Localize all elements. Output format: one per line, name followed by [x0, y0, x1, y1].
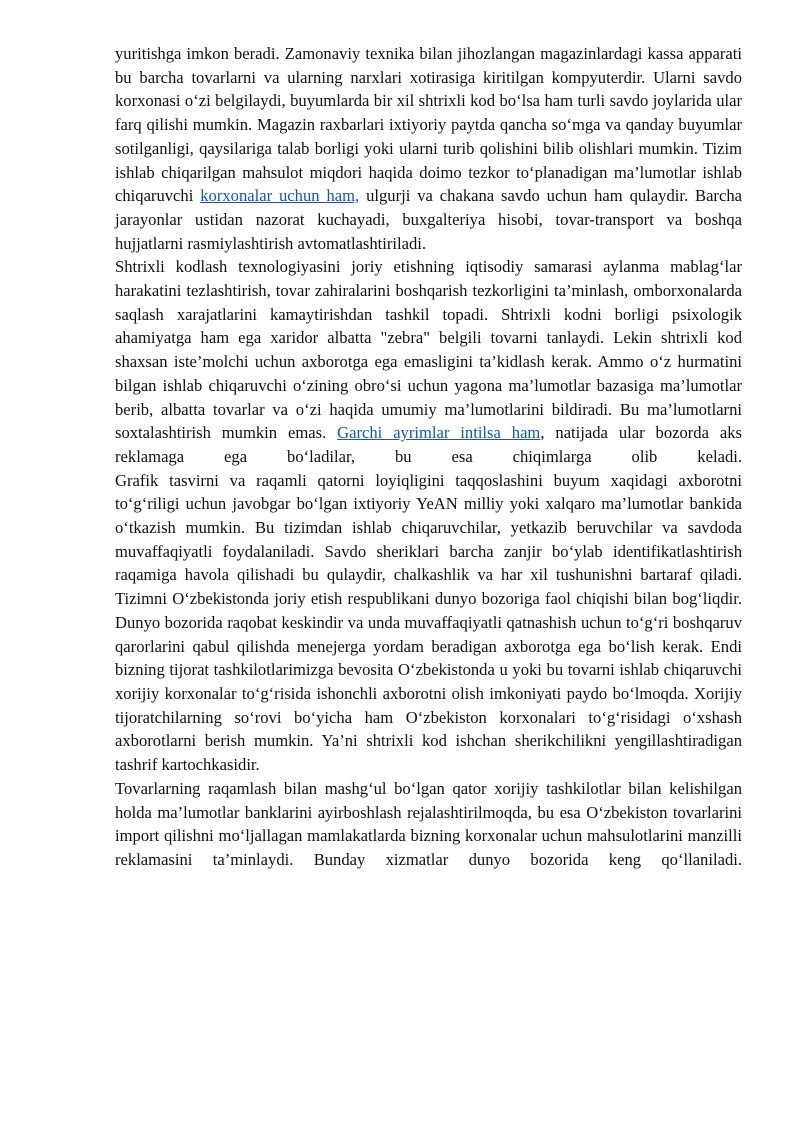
paragraph-4: Tizimni O‘zbekistonda joriy etish respublikani dunyo bozoriga faol chiqishi bilan bog‘liqdir. Dunyo bozorida raqobat keskindir va unda muvaffaqiyatli qatnashish uchun to‘g‘ri boshqaruv qarorlarini qabul qilishda menejerga yordam beradigan axborotga ega bo‘lish kerak. Endi bizning tijorat tashkilotlarimizga bevosita O‘zbekistonda u yoki bu tovarni ishlab chiqaruvchi xorijiy korxonalar to‘g‘risida ishonchli axborotni olish imkoniyati paydo bo‘lmoqda. Xorijiy tijoratchilarning so‘rovi bo‘yicha ham O‘zbekiston korxonalari to‘g‘risidagi o‘xshash axborotlarni berish mumkin. Ya’ni shtrixli kod ishchan sherikchilikni yengillashtiradigan tashrif kartochkasidir. [115, 589, 742, 775]
paragraph-3: Grafik tasvirni va raqamli qatorni loyiqligini taqqoslashini buyum xaqidagi axborotni to‘g‘riligi uchun javobgar bo‘lgan ixtiyoriy YeAN milliy yoki xalqaro ma’lumotlar bankida o‘tkazish mumkin. Bu tizimdan ishlab chiqaruvchilar, yetkazib beruvchilar va savdoda muvaffaqiyatli foydalaniladi. Savdo sheriklari barcha zanjir bo‘ylab identifikatlashtirish raqamiga havola qilishadi bu qulaydir, chalkashlik va har xil tushunishni bartaraf qiladi. [115, 470, 742, 585]
link-korxonalar-uchun-ham[interactable]: korxonalar uchun ham, [200, 186, 360, 206]
paragraph-2 [115, 255, 742, 468]
paragraph-2-text-b: , natijada ular bozorda aks reklamaga ega bo‘ladilar, bu esa chiqimlarga olib keladi. [115, 423, 742, 466]
paragraph-1 [115, 42, 742, 255]
document-page [115, 42, 742, 872]
paragraph-1-text-a: yuritishga imkon beradi. Zamonaviy texnika bilan jihozlangan magazinlardagi kassa apparati bu barcha tovarlarni va ularning narxlari xotirasiga kiritilgan kompyuterdir. Ularni savdo korxonasi o‘zi belgilaydi, buyumlarda bir xil shtrixli kod bo‘lsa ham turli savdo joylarida ular farq qilishi mumkin. Magazin raxbarlari ixtiyoriy paytda qancha so‘mga va qanday buyumlar sotilganligi, qaysilariga talab borligi yoki ularni turib qolishini bilib olishlari mumkin. Tizim ishlab chiqarilgan mahsulot miqdori haqida doimo tezkor to‘planadigan ma’lumotlar ishlab chiqaruvchi [115, 44, 742, 206]
link-garchi-ayrimlar[interactable]: Garchi ayrimlar intilsa ham [337, 423, 541, 443]
paragraph-2-text-a: Shtrixli kodlash texnologiyasini joriy etishning iqtisodiy samarasi aylanma mablag‘lar harakatini tezlashtirish, tovar zahiralarini boshqarish tezkorligini ta’minlash, omborxonalarda saqlash xarajatlarini kamaytirishdan tashkil topadi. Shtrixli kodni borligi psixologik ahamiyatga ham ega xaridor albatta "zebra" belgili tovarni tanlaydi. Lekin shtrixli kod shaxsan iste’molchi uchun axborotga ega emasligini ta’kidlash kerak. Ammo o‘z hurmatini bilgan ishlab chiqaruvchi o‘zining obro‘si uchun yagona ma’lumotlar bazasiga ma’lumotlar berib, albatta tovarlar va o‘zi haqida umumiy ma’lumotlarini bildiradi. Bu ma’lumotlarni soxtalashtirish mumkin emas. [115, 257, 742, 443]
paragraph-5: Tovarlarning raqamlash bilan mashg‘ul bo‘lgan qator xorijiy tashkilotlar bilan kelishilgan holda ma’lumotlar banklarini ayirboshlash rejalashtirilmoqda, bu esa O‘zbekiston tovarlarini import qilishni mo‘ljallagan mamlakatlarda bizning korxonalar uchun mahsulotlarini manzilli reklamasini ta’minlaydi. Bunday xizmatlar dunyo bozorida keng qo‘llaniladi. [115, 778, 742, 869]
paragraph-1-text-b: ulgurji va chakana savdo uchun ham qulaydir. Barcha jarayonlar ustidan nazorat kuchayadi, buxgalteriya hisobi, tovar-transport va boshqa hujjatlarni rasmiylashtirish avtomatlashtiriladi. [115, 186, 742, 253]
